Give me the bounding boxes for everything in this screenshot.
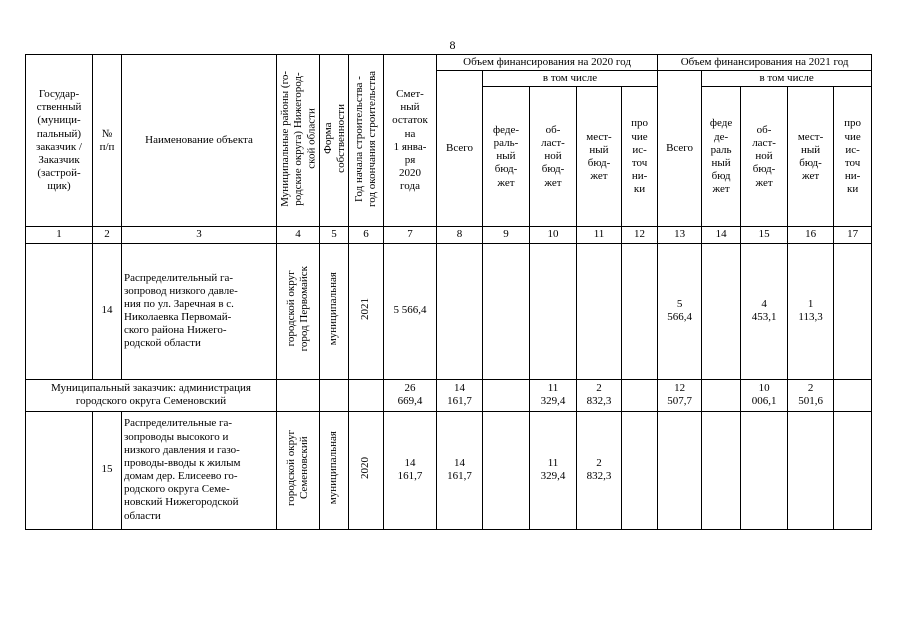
row14-district-cell [277,243,320,379]
header-fin-2020: Объем финансирования на 2020 год [437,55,658,71]
column-number: 3 [122,227,277,243]
row15-total-2021 [658,411,702,529]
column-number: 15 [741,227,788,243]
group-local-2021: 2 501,6 [788,379,834,411]
group-other-2020 [622,379,658,411]
row14-federal-2020 [483,243,530,379]
header-years: Год начала строительства - год окончания строительства [352,70,378,207]
header-total-2020: Всего [437,71,483,227]
column-number: 10 [530,227,577,243]
column-number: 8 [437,227,483,243]
row15-regional-2021 [741,411,788,529]
column-number: 11 [577,227,622,243]
column-number: 1 [26,227,93,243]
row14-estimate: 5 566,4 [384,243,437,379]
investment-table [25,54,872,530]
row15-total-2020: 14 161,7 [437,411,483,529]
header-including-2020: в том числе [483,71,658,87]
header-local-2020: мест- ный бюд- жет [577,87,622,227]
group-years [349,379,384,411]
header-districts-cell [277,55,320,227]
row14-district: городской округ город Первомайск [284,266,310,352]
header-object-name: Наименование объекта [122,55,277,227]
row14-federal-2021 [702,243,741,379]
row15-local-2021 [788,411,834,529]
row14-ownership: муниципальная [327,272,340,346]
row15-num: 15 [93,411,122,529]
group-regional-2021: 10 006,1 [741,379,788,411]
group-federal-2021 [702,379,741,411]
header-local-2021: мест- ный бюд- жет [788,87,834,227]
table-row [26,379,872,411]
column-number: 6 [349,227,384,243]
header-total-2021: Всего [658,71,702,227]
row15-federal-2020 [483,411,530,529]
row14-num: 14 [93,243,122,379]
row15-estimate: 14 161,7 [384,411,437,529]
row14-name: Распределительный га- зопровод низкого давле- ния по ул. Заречная в с. Николаевка Первомай- ского района Нижего- родской области [122,243,277,379]
row15-years-cell [349,411,384,529]
group-district [277,379,320,411]
row15-local-2020: 2 832,3 [577,411,622,529]
header-federal-2020: феде- раль- ный бюд- жет [483,87,530,227]
row15-district-cell [277,411,320,529]
page-number: 8 [449,38,456,52]
row14-years-cell [349,243,384,379]
row15-ownership: муниципальная [327,431,340,505]
row15-federal-2021 [702,411,741,529]
header-estimate: Смет- ный остаток на 1 янва- ря 2020 года [384,55,437,227]
column-number: 2 [93,227,122,243]
header-fin-2021: Объем финансирования на 2021 год [658,55,872,71]
header-regional-2021: об- ласт- ной бюд- жет [741,87,788,227]
row15-ownership-cell [320,411,349,529]
row15-other-2020 [622,411,658,529]
row14-customer [26,243,93,379]
column-number: 12 [622,227,658,243]
column-number: 9 [483,227,530,243]
row14-other-2020 [622,243,658,379]
column-number: 5 [320,227,349,243]
row14-regional-2020 [530,243,577,379]
header-regional-2020: об- ласт- ной бюд- жет [530,87,577,227]
row15-regional-2020: 11 329,4 [530,411,577,529]
row14-years: 2021 [359,297,372,320]
row15-years: 2020 [359,456,372,479]
header-other-2021: про чие ис- точ ни- ки [834,87,872,227]
group-federal-2020 [483,379,530,411]
row14-total-2020 [437,243,483,379]
row15-customer [26,411,93,529]
header-federal-2021: феде де- раль ный бюд жет [702,87,741,227]
group-total-2021: 12 507,7 [658,379,702,411]
header-years-cell [349,55,384,227]
row14-local-2021: 1 113,3 [788,243,834,379]
header-ownership-cell [320,55,349,227]
group-estimate: 26 669,4 [384,379,437,411]
table-row [26,411,872,529]
column-number: 13 [658,227,702,243]
column-number: 4 [277,227,320,243]
row14-other-2021 [834,243,872,379]
header-other-2020: про чие ис- точ ни- ки [622,87,658,227]
group-total-2020: 14 161,7 [437,379,483,411]
group-regional-2020: 11 329,4 [530,379,577,411]
row14-regional-2021: 4 453,1 [741,243,788,379]
row15-name: Распределительные га- зопроводы высокого и низкого давления и газо- проводы-вводы к жилым домам дер. Елисеево го- родского округа Семе- новский Нижегородской области [122,411,277,529]
header-including-2021: в том числе [702,71,872,87]
row14-total-2021: 5 566,4 [658,243,702,379]
column-number: 7 [384,227,437,243]
header-ownership: Форма собственности [322,104,348,173]
header-num: № п/п [93,55,122,227]
group-local-2020: 2 832,3 [577,379,622,411]
group-other-2021 [834,379,872,411]
header-customer: Государ- ственный (муници- пальный) заказчик / Заказчик (застрой- щик) [26,55,93,227]
row14-ownership-cell [320,243,349,379]
table-row [26,243,872,379]
header-districts: Муниципальные районы (го- родские округа) Нижегород- ской области [279,70,318,207]
group-ownership [320,379,349,411]
column-number: 16 [788,227,834,243]
row14-local-2020 [577,243,622,379]
row15-district: городской округ Семеновский [284,429,310,506]
column-number: 17 [834,227,872,243]
column-number: 14 [702,227,741,243]
group-customer-label: Муниципальный заказчик: администрация городского округа Семеновский [26,379,277,411]
row15-other-2021 [834,411,872,529]
